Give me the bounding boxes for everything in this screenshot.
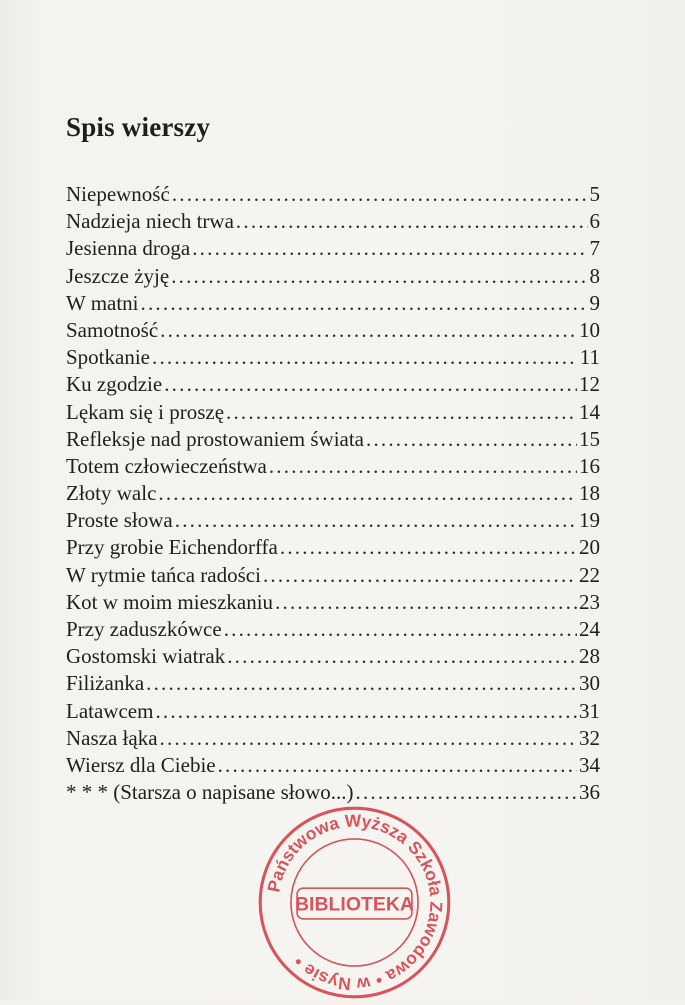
leader-dots [158, 481, 577, 506]
toc-entry [66, 535, 600, 562]
toc-entry-page: 31 [579, 698, 600, 723]
leader-dots [218, 753, 577, 778]
toc-entry [66, 454, 600, 481]
leader-dots [175, 508, 577, 533]
toc-entry-title: Jesienna droga [66, 236, 191, 261]
toc-entry-title: Filiżanka [66, 671, 145, 696]
toc-entry-title: * * * (Starsza o napisane słowo...) [66, 780, 354, 805]
stamp-center-text: BIBLIOTEKA [295, 893, 414, 916]
leader-dots [236, 209, 588, 234]
toc-entry-title: Przy grobie Eichendorffa [66, 535, 278, 560]
table-of-contents [66, 182, 600, 807]
toc-entry [66, 427, 600, 454]
leader-dots [160, 318, 577, 343]
toc-entry-page: 10 [579, 317, 600, 342]
toc-entry-page: 30 [579, 671, 600, 696]
toc-entry [66, 182, 600, 209]
toc-entry-title: Lękam się i proszę [66, 399, 225, 424]
toc-entry-page: 32 [579, 725, 600, 750]
toc-entry-title: W matni [66, 290, 139, 315]
toc-entry-title: Proste słowa [66, 508, 173, 533]
toc-entry [66, 726, 600, 753]
toc-entry-title: Złoty walc [66, 481, 157, 506]
leader-dots [366, 427, 577, 452]
toc-entry [66, 617, 600, 644]
toc-entry-title: Ku zgodzie [66, 372, 163, 397]
leader-dots [155, 699, 577, 724]
toc-entry [66, 236, 600, 263]
toc-entry-title: Nasza łąka [66, 725, 158, 750]
toc-entry-page: 20 [579, 535, 600, 560]
toc-entry-page: 14 [579, 399, 600, 424]
toc-entry-page: 22 [579, 562, 600, 587]
toc-entry-page: 34 [579, 752, 600, 777]
toc-entry [66, 508, 600, 535]
toc-entry [66, 644, 600, 671]
toc-entry-page: 15 [579, 426, 600, 451]
toc-entry [66, 590, 600, 617]
toc-entry-page: 6 [589, 209, 600, 234]
leader-dots [226, 400, 577, 425]
page-title: Spis wierszy [66, 112, 211, 142]
leader-dots [280, 535, 577, 560]
leader-dots [160, 726, 577, 751]
toc-entry-title: Przy zaduszkówce [66, 617, 222, 641]
toc-entry-title: Nadzieja niech trwa [66, 209, 234, 234]
toc-entry [66, 400, 600, 427]
toc-entry-title: Jeszcze żyję [66, 263, 170, 288]
toc-entry-page: 24 [579, 617, 600, 641]
toc-entry [66, 318, 600, 345]
toc-entry [66, 264, 600, 291]
leader-dots [269, 454, 577, 479]
leader-dots [146, 671, 577, 696]
toc-entry-title: Spotkanie [66, 345, 150, 370]
toc-entry-page: 36 [579, 780, 600, 805]
toc-entry [66, 372, 600, 399]
toc-entry-page: 19 [579, 508, 600, 533]
toc-entry-page: 28 [579, 644, 600, 669]
leader-dots [275, 590, 577, 615]
leader-dots [171, 264, 587, 289]
leader-dots [224, 617, 577, 642]
toc-entry [66, 671, 600, 698]
toc-entry [66, 481, 600, 508]
toc-entry-page: 5 [589, 182, 600, 206]
leader-dots [141, 291, 588, 316]
stamp-ring-text: Państwowa Wyższa Szkoła Zawodowa • w Nysie • [263, 810, 447, 995]
toc-entry-title: Kot w moim mieszkaniu [66, 589, 274, 614]
toc-entry-title: Wiersz dla Ciebie [66, 752, 216, 777]
toc-entry [66, 699, 600, 726]
leader-dots [152, 345, 578, 370]
toc-entry-page: 23 [579, 589, 600, 614]
leader-dots [227, 644, 577, 669]
toc-entry [66, 345, 600, 372]
toc-entry [66, 563, 600, 590]
toc-entry-title: Samotność [66, 317, 159, 342]
library-stamp [252, 800, 457, 1005]
toc-entry-page: 8 [589, 263, 600, 288]
toc-entry-title: Latawcem [66, 698, 154, 723]
toc-entry [66, 753, 600, 780]
toc-entry-title: Niepewność [66, 182, 170, 206]
toc-entry-title: Gostomski wiatrak [66, 644, 226, 669]
toc-entry-page: 9 [589, 290, 600, 315]
leader-dots [164, 372, 577, 397]
toc-entry [66, 209, 600, 236]
toc-entry-title: Refleksje nad prostowaniem świata [66, 426, 364, 451]
leader-dots [172, 182, 588, 207]
toc-entry-page: 16 [579, 453, 600, 478]
toc-entry-page: 18 [579, 481, 600, 506]
toc-entry [66, 291, 600, 318]
toc-entry-page: 12 [579, 372, 600, 397]
toc-entry-page: 11 [579, 345, 600, 370]
toc-entry-title: Totem człowieczeństwa [66, 453, 267, 478]
toc-entry-title: W rytmie tańca radości [66, 562, 261, 587]
toc-entry-page: 7 [589, 236, 600, 261]
leader-dots [192, 236, 587, 261]
leader-dots [263, 563, 577, 588]
